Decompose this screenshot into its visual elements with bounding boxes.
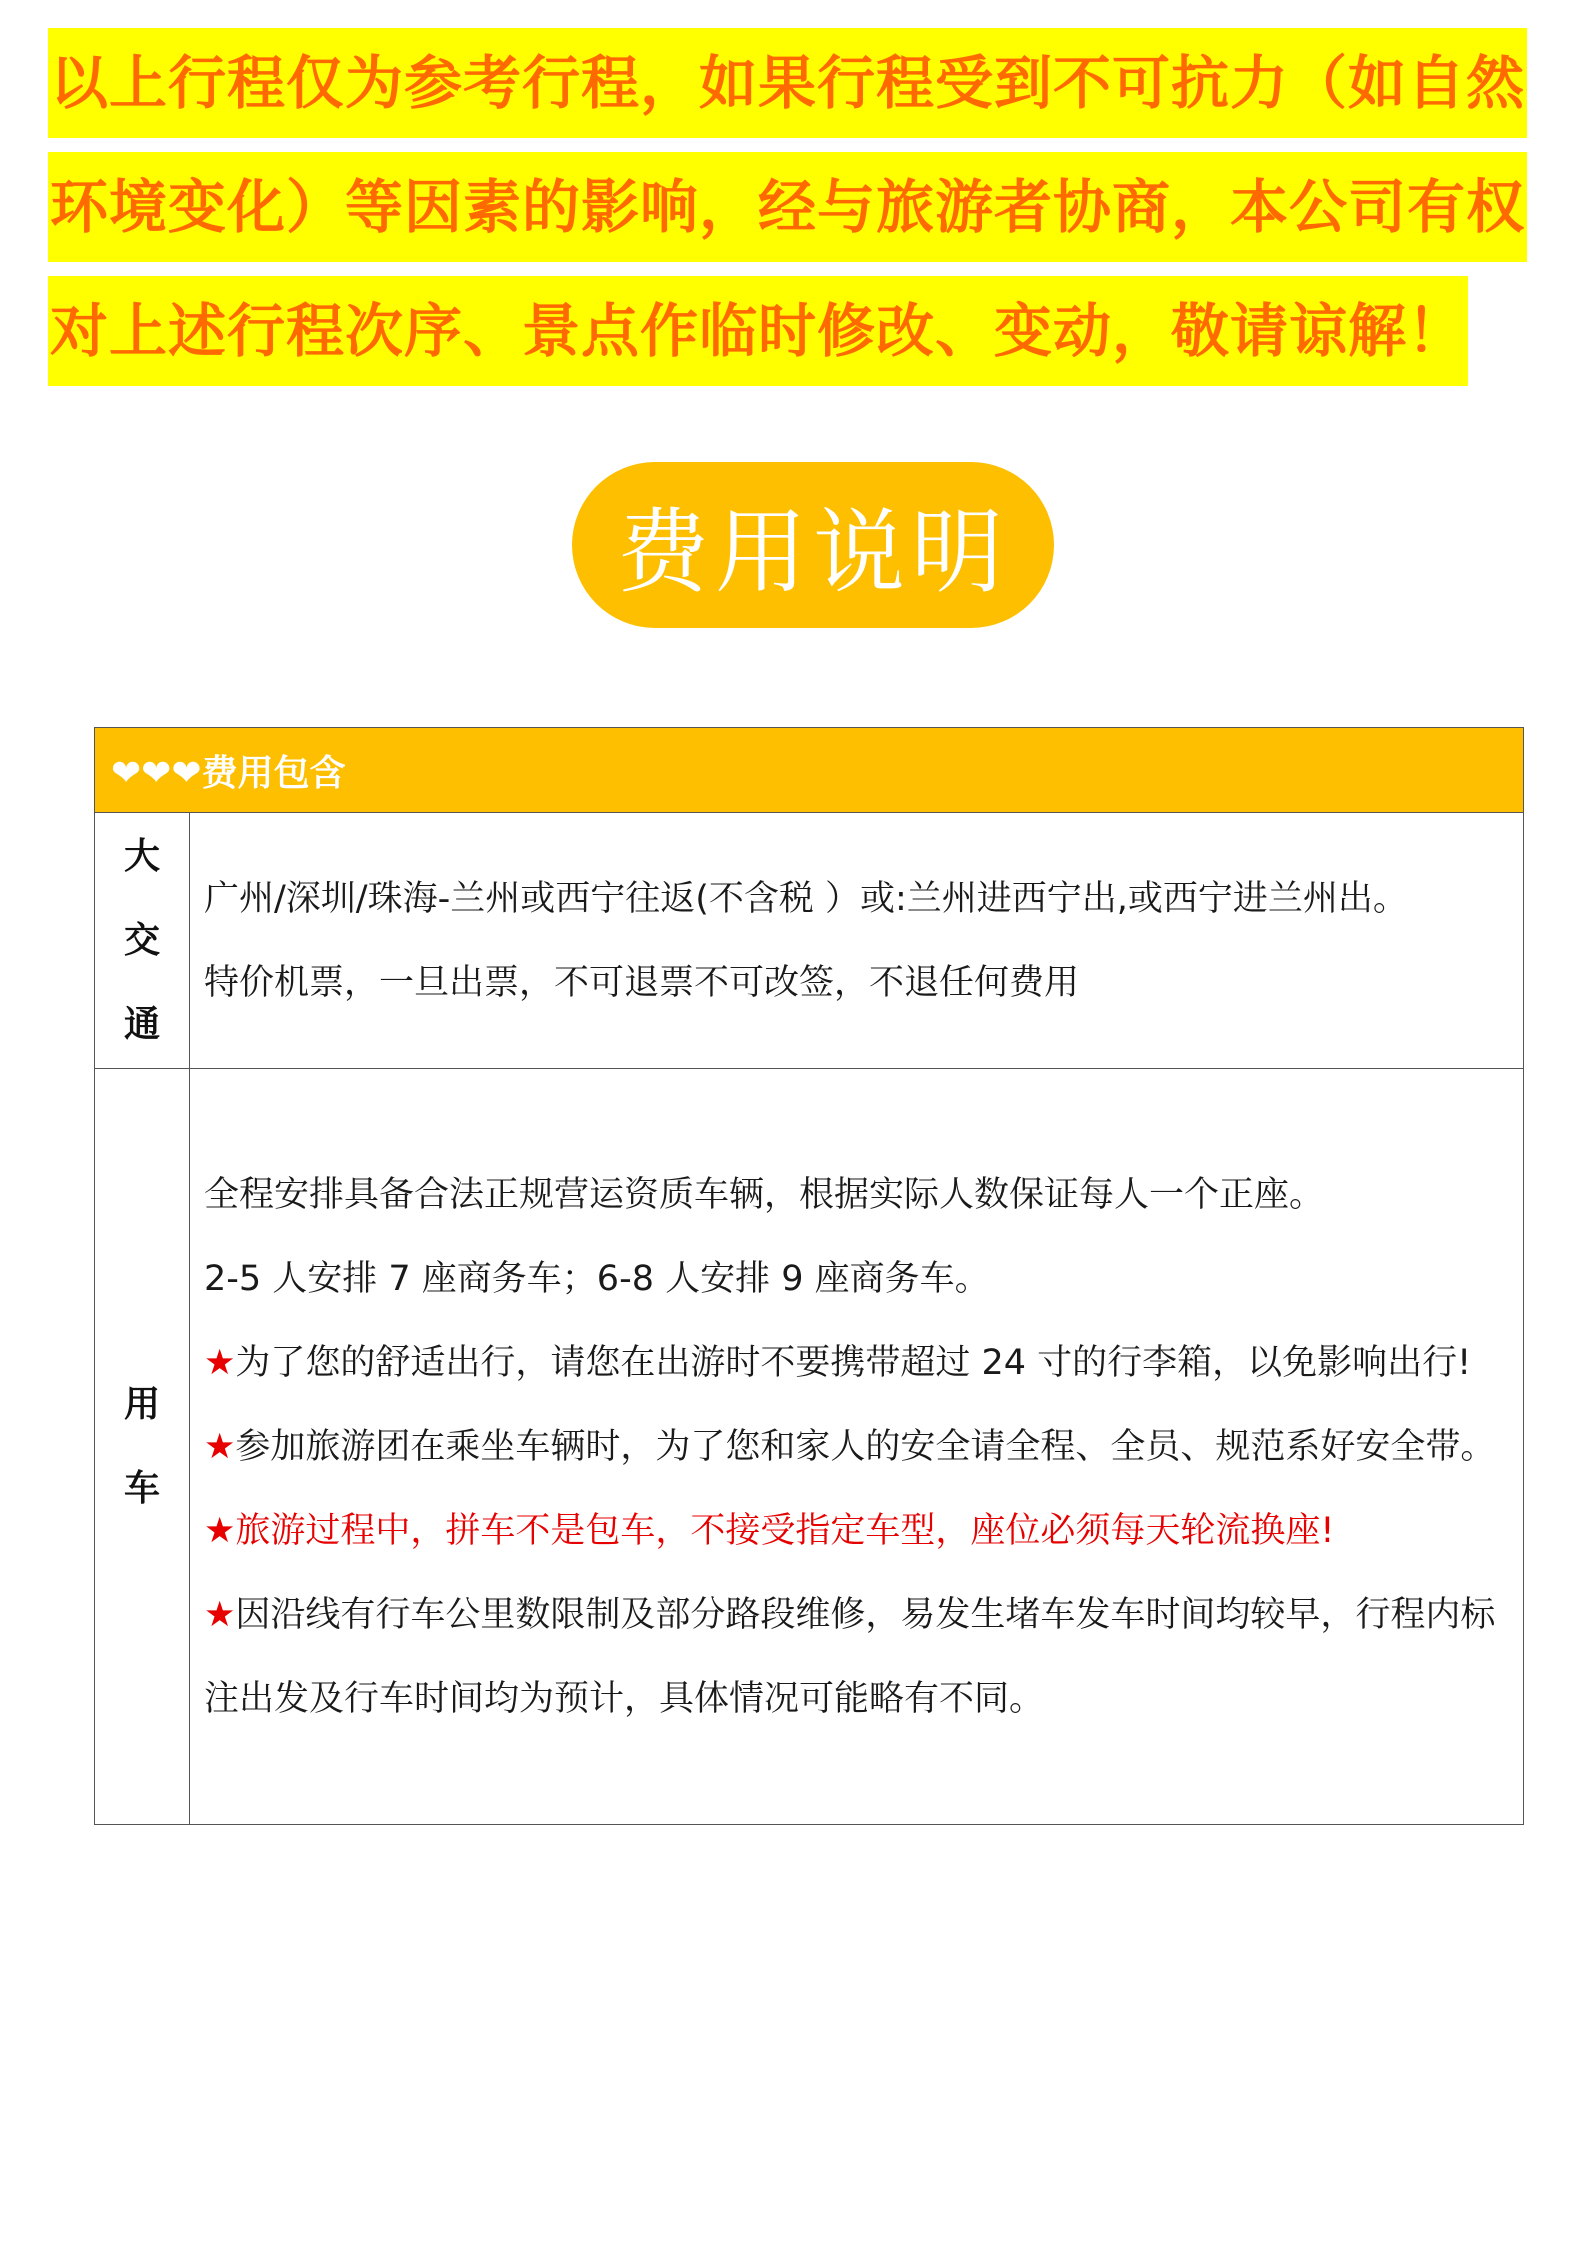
row-label-vehicle	[95, 1069, 190, 1825]
disclaimer-line: 以上行程仅为参考行程，如果行程受到不可抗力（如自然	[48, 28, 1527, 138]
table-header-row	[95, 728, 1524, 813]
transport-route-text: 广州/深圳/珠海-兰州或西宁往返(不含税 ）或:兰州进西宁出,或西宁进兰州出。	[204, 878, 1408, 919]
luggage-note	[204, 1321, 1511, 1405]
fees-included-table	[94, 727, 1524, 1825]
star-icon: ★	[204, 1510, 236, 1551]
luggage-note-text: 为了您的舒适出行，请您在出游时不要携带超过 24 寸的行李箱，以免影响出行!	[235, 1342, 1472, 1383]
disclaimer-line: 对上述行程次序、景点作临时修改、变动，敬请谅解！	[48, 276, 1468, 386]
row-label-char: 通	[123, 1003, 160, 1045]
row-content-vehicle	[190, 1069, 1524, 1825]
vehicle-arrangement-text: 全程安排具备合法正规营运资质车辆，根据实际人数保证每人一个正座。	[204, 1174, 1325, 1215]
row-label-char: 用	[123, 1383, 160, 1425]
section-title-badge	[572, 462, 1054, 628]
table-row	[95, 1069, 1524, 1825]
star-icon: ★	[204, 1342, 236, 1383]
section-title: 费用说明	[616, 499, 1009, 606]
transport-ticket-policy-text: 特价机票，一旦出票，不可退票不可改签，不退任何费用	[204, 962, 1080, 1003]
vehicle-seat-text: 2-5 人安排 7 座商务车；6-8 人安排 9 座商务车。	[204, 1258, 990, 1299]
carpool-note-text: 旅游过程中，拼车不是包车，不接受指定车型，座位必须每天轮流换座!	[235, 1510, 1335, 1551]
star-icon: ★	[204, 1426, 236, 1467]
row-label-char: 车	[123, 1467, 160, 1509]
seatbelt-note	[204, 1405, 1511, 1489]
row-content-transport	[190, 813, 1524, 1069]
timing-note	[204, 1573, 1511, 1741]
row-label-char: 交	[123, 919, 160, 961]
star-icon: ★	[204, 1594, 236, 1635]
timing-note-text: 因沿线有行车公里数限制及部分路段维修，易发生堵车发车时间均较早，行程内标注出发及行车时间均为预计，具体情况可能略有不同。	[204, 1594, 1496, 1719]
disclaimer-notice	[48, 28, 1528, 400]
seatbelt-note-text: 参加旅游团在乘坐车辆时，为了您和家人的安全请全程、全员、规范系好安全带。	[235, 1426, 1496, 1467]
fees-included-header: ❤❤❤费用包含	[95, 728, 1524, 813]
row-label-transport	[95, 813, 190, 1069]
carpool-note	[204, 1489, 1511, 1573]
disclaimer-line: 环境变化）等因素的影响，经与旅游者协商，本公司有权	[48, 152, 1527, 262]
row-label-char: 大	[123, 835, 160, 877]
table-row	[95, 813, 1524, 1069]
